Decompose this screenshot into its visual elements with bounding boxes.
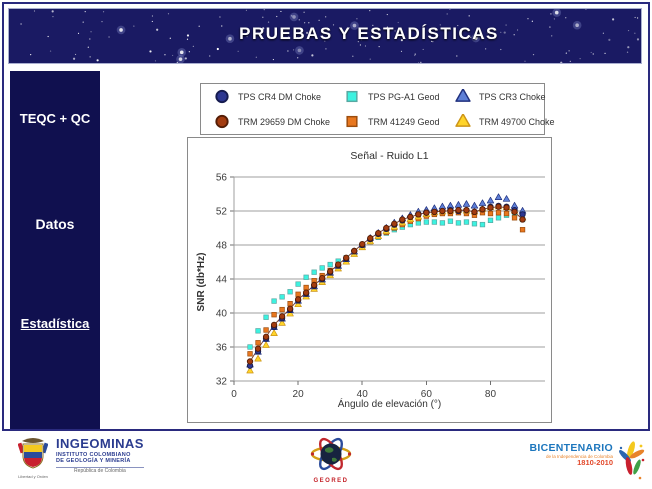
legend-label: TPS CR4 DM Choke bbox=[238, 91, 322, 102]
chart-title: Señal - Ruido L1 bbox=[350, 150, 429, 162]
series-trm-29659-dm-choke bbox=[247, 204, 525, 364]
triangle-marker-icon bbox=[454, 114, 472, 129]
geored-globe-icon bbox=[308, 435, 354, 475]
bicentenario-subtitle: de la Independencia de Colombia bbox=[545, 453, 613, 459]
legend-label: TPS PG-A1 Geod bbox=[368, 91, 440, 102]
svg-text:40: 40 bbox=[356, 389, 368, 400]
svg-text:40: 40 bbox=[215, 308, 227, 320]
svg-text:36: 36 bbox=[215, 342, 227, 354]
svg-text:60: 60 bbox=[420, 389, 432, 400]
sidebar bbox=[10, 71, 100, 429]
svg-text:56: 56 bbox=[215, 172, 227, 184]
svg-text:0: 0 bbox=[231, 389, 237, 400]
square-marker-icon bbox=[343, 114, 361, 129]
svg-text:52: 52 bbox=[215, 206, 227, 218]
bicentenario-title: BICENTENARIO bbox=[529, 442, 613, 454]
sidebar-item-datos: Datos bbox=[35, 216, 75, 232]
ingeominas-line3: República de Colombia bbox=[56, 467, 144, 475]
legend-label: TPS CR3 Choke bbox=[479, 91, 546, 102]
chart-legend bbox=[200, 83, 555, 135]
coat-motto: Libertad y Orden bbox=[18, 474, 48, 479]
geored-name: GEORED bbox=[313, 478, 349, 484]
svg-text:32: 32 bbox=[215, 376, 227, 388]
bicentenario-years: 1810-2010 bbox=[577, 458, 613, 468]
circle-marker-icon bbox=[213, 89, 231, 104]
ingeominas-line1: INSTITUTO COLOMBIANO bbox=[56, 451, 131, 458]
sidebar-item-teqc-qc: TEQC + QC bbox=[19, 111, 91, 126]
square-marker-icon bbox=[343, 89, 361, 104]
ingeominas-logo bbox=[16, 437, 144, 479]
x-axis-label: Ángulo de elevación (°) bbox=[337, 399, 442, 410]
triangle-marker-icon bbox=[454, 89, 472, 104]
svg-text:44: 44 bbox=[215, 274, 227, 286]
header-banner bbox=[8, 8, 642, 64]
circle-marker-icon bbox=[213, 114, 231, 129]
svg-text:48: 48 bbox=[215, 240, 227, 252]
svg-text:20: 20 bbox=[292, 389, 304, 400]
legend-item-1 bbox=[213, 89, 343, 104]
legend-item-2 bbox=[343, 89, 454, 104]
sidebar-item-estadistica: Estadística bbox=[20, 316, 90, 331]
footer-divider bbox=[4, 429, 648, 431]
footer bbox=[0, 432, 652, 488]
legend-label: TRM 49700 Choke bbox=[479, 116, 555, 127]
svg-text:80: 80 bbox=[484, 389, 497, 400]
legend-item-4 bbox=[213, 114, 343, 129]
legend-label: TRM 41249 Geod bbox=[368, 116, 440, 127]
ingeominas-line2: DE GEOLOGÍA Y MINERÍA bbox=[56, 458, 131, 465]
y-axis-label: SNR (db*Hz) bbox=[196, 252, 207, 312]
legend-item-6 bbox=[454, 114, 555, 129]
chart-panel bbox=[187, 137, 552, 423]
ingeominas-name: INGEOMINAS bbox=[56, 436, 144, 451]
series-tps-cr3-choke bbox=[247, 194, 526, 367]
bicentenario-logo bbox=[529, 440, 646, 486]
bicentenario-swirl-icon bbox=[616, 440, 646, 486]
colombia-coat-of-arms-icon bbox=[18, 437, 48, 473]
geored-logo bbox=[299, 435, 363, 484]
legend-label: TRM 29659 DM Choke bbox=[238, 116, 331, 127]
slide-title: PRUEBAS Y ESTADÍSTICAS bbox=[239, 24, 499, 43]
scatter-plot bbox=[188, 138, 551, 422]
legend-item-5 bbox=[343, 114, 454, 129]
legend-item-3 bbox=[454, 89, 555, 104]
